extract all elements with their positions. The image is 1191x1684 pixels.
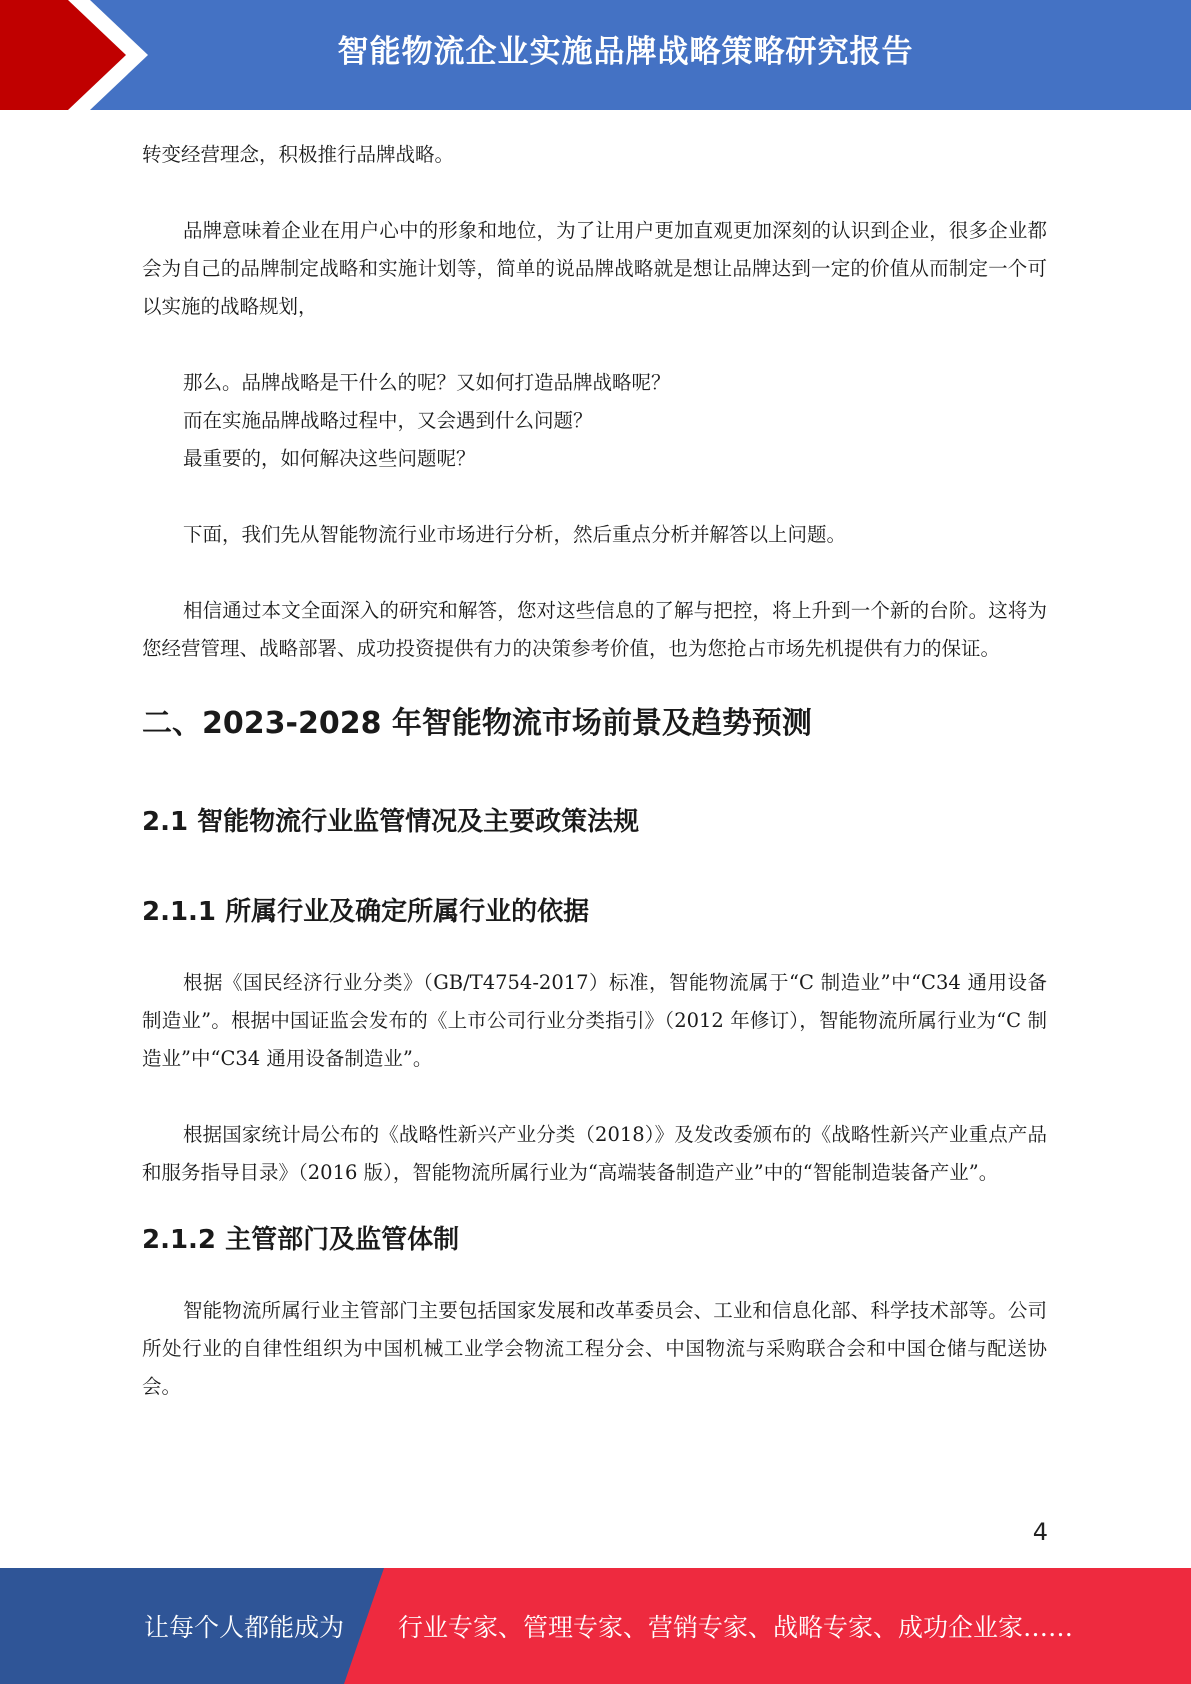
subsection-heading: 2.1.2 主管部门及监管体制 [142, 1225, 460, 1255]
footer-slogan-left: 让每个人都能成为 [144, 1613, 345, 1642]
page-footer [0, 1568, 1191, 1684]
question-line: 那么。品牌战略是干什么的呢？又如何打造品牌战略呢？ [183, 371, 671, 394]
paragraph: 转变经营理念，积极推行品牌战略。 [142, 143, 455, 166]
section-heading: 二、2023-2028 年智能物流市场前景及趋势预测 [142, 706, 812, 741]
paragraph: 下面，我们先从智能物流行业市场进行分析，然后重点分析并解答以上问题。 [183, 523, 847, 546]
paragraph: 智能物流所属行业主管部门主要包括国家发展和改革委员会、工业和信息化部、科学技术部等。公司所处行业的自律性组织为中国机械工业学会物流工程分会、中国物流与采购联合会和中国仓储与配送协会。 [142, 1299, 1047, 1398]
subsection-heading: 2.1 智能物流行业监管情况及主要政策法规 [142, 807, 640, 837]
paragraph: 根据国家统计局公布的《战略性新兴产业分类（2018）》及发改委颁布的《战略性新兴产业重点产品和服务指导目录》（2016 版），智能物流所属行业为“高端装备制造产业”中的“智能制造装备产业”。 [142, 1123, 1047, 1184]
paragraph: 根据《国民经济行业分类》（GB/T4754-2017）标准，智能物流属于“C 制造业”中“C34 通用设备制造业”。根据中国证监会发布的《上市公司行业分类指引》（2012 年修订），智能物流所属行业为“C 制造业”中“C34 通用设备制造业”。 [142, 971, 1047, 1070]
page-number: 4 [1032, 1518, 1048, 1546]
subsection-heading: 2.1.1 所属行业及确定所属行业的依据 [142, 897, 590, 927]
question-line: 而在实施品牌战略过程中，又会遇到什么问题？ [183, 409, 593, 432]
paragraph: 品牌意味着企业在用户心中的形象和地位，为了让用户更加直观更加深刻的认识到企业，很多企业都会为自己的品牌制定战略和实施计划等，简单的说品牌战略就是想让品牌达到一定的价值从而制定一个可以实施的战略规划， [142, 219, 1047, 318]
report-title: 智能物流企业实施品牌战略策略研究报告 [337, 34, 914, 70]
page-header [0, 0, 1191, 110]
paragraph: 相信通过本文全面深入的研究和解答，您对这些信息的了解与把控，将上升到一个新的台阶。这将为您经营管理、战略部署、成功投资提供有力的决策参考价值，也为您抢占市场先机提供有力的保证。 [142, 599, 1047, 660]
question-line: 最重要的，如何解决这些问题呢？ [183, 447, 476, 470]
footer-slogan-right: 行业专家、管理专家、营销专家、战略专家、成功企业家…… [398, 1613, 1074, 1642]
page-content [142, 136, 1047, 1406]
